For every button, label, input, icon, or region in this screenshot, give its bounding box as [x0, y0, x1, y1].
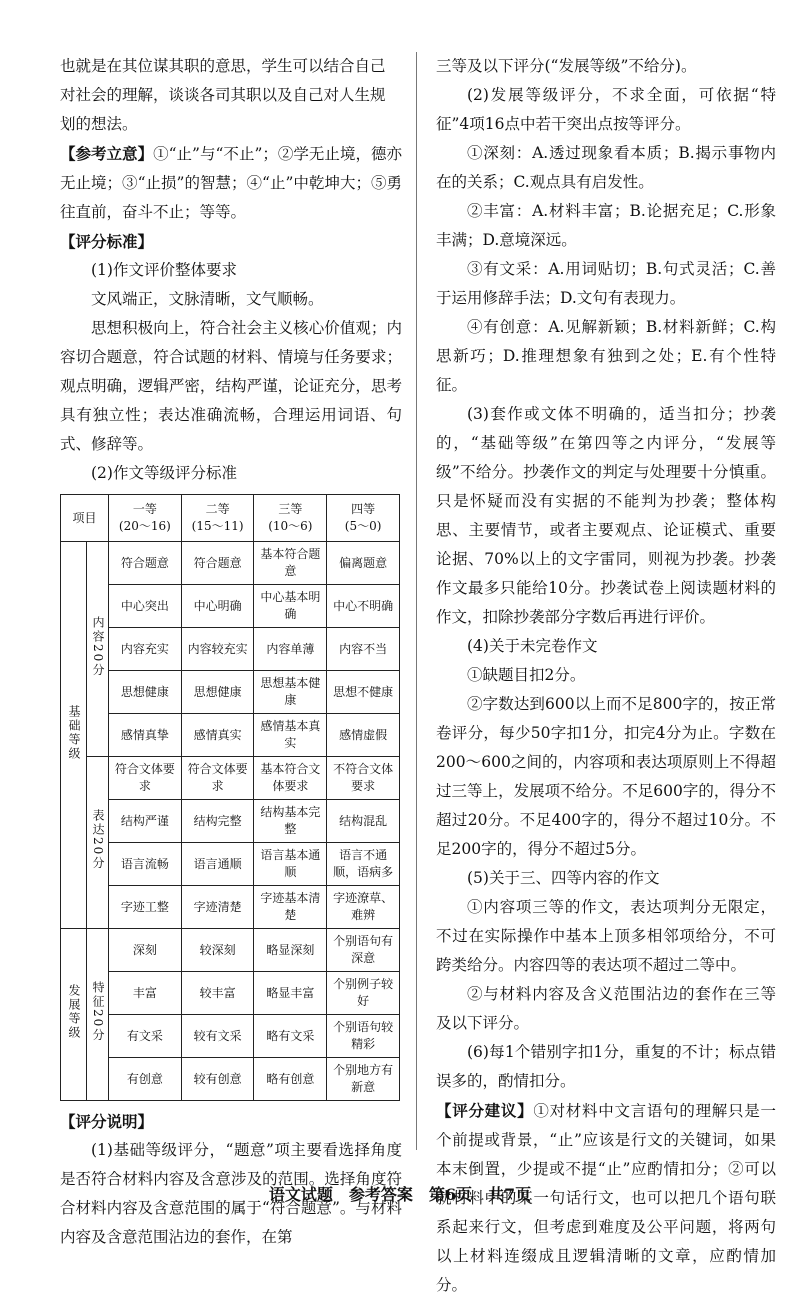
table-row	[61, 671, 400, 714]
group-label-text: 发展等级	[67, 984, 81, 1040]
intro-line: 也就是在其位谋其职的意思，学生可以结合自己	[60, 57, 386, 75]
table-row	[61, 714, 400, 757]
table-cell: 语言通顺	[181, 843, 254, 886]
header-grade-name: 二等	[205, 502, 230, 516]
table-row	[61, 800, 400, 843]
header-grade-1	[109, 495, 182, 542]
table-cell: 略有创意	[254, 1058, 327, 1101]
header-grade-range: (15～11)	[191, 519, 244, 533]
table-cell: 符合题意	[109, 542, 182, 585]
table-cell: 内容充实	[109, 628, 182, 671]
table-row	[61, 1015, 400, 1058]
table-row	[61, 1058, 400, 1101]
table-cell: 较深刻	[181, 929, 254, 972]
table-cell: 结构严谨	[109, 800, 182, 843]
intro-line: 对社会的理解，谈谈各司其职以及自己对人生规	[60, 86, 386, 104]
table-cell: 语言流畅	[109, 843, 182, 886]
table-cell: 符合文体要求	[109, 757, 182, 800]
explain-continued: 三等及以下评分(“发展等级”不给分)。	[436, 57, 697, 75]
sub-label	[87, 542, 109, 757]
explain-paragraph-3: (3)套作或文体不明确的，适当扣分；抄袭的，“基础等级”在第四等之内评分，“发展等级”不给分。抄袭作文的判定与处理要十分慎重。只是怀疑而没有实据的不能判为抄袭；整体构思、主要情节，或者主要观点、论证模式、重要论据、70%以上的文字雷同，则视为抄袭。抄袭作文最多只能给10分。抄袭试卷上阅读题材料的作文，扣除抄袭部分字数后再进行评价。	[436, 405, 776, 626]
table-cell: 偏离题意	[327, 542, 400, 585]
table-cell: 符合题意	[181, 542, 254, 585]
table-cell: 中心基本明确	[254, 585, 327, 628]
table-cell: 符合文体要求	[181, 757, 254, 800]
criteria-1-paragraph: 思想积极向上，符合社会主义核心价值观；内容切合题意，符合试题的材料、情境与任务要求；观点明确，逻辑严密，结构严谨，论证充分，思考具有独立性；表达准确流畅，合理运用词语、句式、修辞等。	[60, 319, 402, 453]
header-grade-2	[181, 495, 254, 542]
table-cell: 基本符合题意	[254, 542, 327, 585]
criteria-1-title: (1)作文评价整体要求	[91, 261, 237, 279]
table-cell: 深刻	[109, 929, 182, 972]
table-row	[61, 972, 400, 1015]
intro-line: 划的想法。	[60, 115, 138, 133]
explain-paragraph-1: (1)基础等级评分，“题意”项主要看选择角度是否符合材料内容及含意涉及的范围。选择角度符合材料内容及含意范围的属于“符合题意”。与材料内容及含意范围沾边的套作，在第	[60, 1141, 402, 1246]
header-grade-4	[327, 495, 400, 542]
table-cell: 不符合文体要求	[327, 757, 400, 800]
criteria-label: 【评分标准】	[60, 232, 154, 251]
header-grade-name: 一等	[132, 502, 157, 516]
table-cell: 中心不明确	[327, 585, 400, 628]
table-cell: 较有创意	[181, 1058, 254, 1101]
header-grade-range: (20～16)	[118, 519, 171, 533]
grade-rule-1: ①内容项三等的作文，表达项判分无限定，不过在实际操作中基本上顶多相邻项给分，不可跨类给分。内容四等的表达项不超过二等中。	[436, 898, 776, 974]
grade-rule-2: ②与材料内容及含义范围沾边的套作在三等及以下评分。	[436, 985, 776, 1032]
table-cell: 个别例子较好	[327, 972, 400, 1015]
suggestion-text: ①对材料中文言语句的理解只是一个前提或背景，“止”应该是行文的关键词，如果本末倒置，少提或不提“止”应酌情扣分；②可以就材料中的某一句话行文，也可以把几个语句联系起来行文，但考虑到难度及公平问题，将两句以上材料连缀成且逻辑清晰的文章，应酌情加分。	[436, 1102, 776, 1294]
table-cell: 思想不健康	[327, 671, 400, 714]
feature-creative: ④有创意：A.见解新颖；B.材料新鲜；C.构思新巧；D.推理想象有独到之处；E.有个性特征。	[436, 318, 776, 394]
group-label	[61, 929, 87, 1101]
criteria-1-line: 文风端正，文脉清晰，文气顺畅。	[91, 290, 324, 308]
table-row	[61, 843, 400, 886]
grading-table	[60, 494, 400, 1101]
table-row	[61, 886, 400, 929]
reference-idea-label: 【参考立意】	[60, 144, 154, 163]
table-cell: 内容较充实	[181, 628, 254, 671]
feature-literary: ③有文采：A.用词贴切；B.句式灵活；C.善于运用修辞手法；D.文句有表现力。	[436, 260, 776, 307]
table-cell: 字迹工整	[109, 886, 182, 929]
table-cell: 结构完整	[181, 800, 254, 843]
table-cell: 较有文采	[181, 1015, 254, 1058]
table-cell: 个别语句较精彩	[327, 1015, 400, 1058]
sub-label-text: 表达20分	[91, 809, 105, 871]
reference-idea	[60, 139, 402, 227]
table-row	[61, 929, 400, 972]
table-cell: 略有文采	[254, 1015, 327, 1058]
table-cell: 基本符合文体要求	[254, 757, 327, 800]
explain-paragraph-4: (4)关于未完卷作文	[467, 637, 598, 655]
header-grade-range: (10～6)	[268, 519, 313, 533]
table-cell: 略显深刻	[254, 929, 327, 972]
unfinished-rule-1: ①缺题目扣2分。	[467, 666, 586, 684]
table-cell: 感情基本真实	[254, 714, 327, 757]
table-cell: 结构混乱	[327, 800, 400, 843]
group-label-text: 基础等级	[67, 704, 81, 761]
table-cell: 有创意	[109, 1058, 182, 1101]
table-cell: 感情真挚	[109, 714, 182, 757]
table-cell: 思想基本健康	[254, 671, 327, 714]
unfinished-rule-2: ②字数达到600以上而不足800字的，按正常卷评分，每少50字扣1分，扣完4分为止。字数在200～600之间的，内容项和表达项原则上不得超过三等上，发展项不给分。不足600字的，得分不超过20分。不足400字的，得分不超过10分。不足200字的，得分不超过5分。	[436, 695, 776, 858]
table-cell: 字迹潦草、难辨	[327, 886, 400, 929]
explain-paragraph-2: (2)发展等级评分，不求全面，可依据“特征”4项16点中若干突出点按等评分。	[436, 86, 776, 133]
header-grade-name: 四等	[351, 502, 376, 516]
table-row	[61, 757, 400, 800]
table-row	[61, 542, 400, 585]
table-cell: 内容不当	[327, 628, 400, 671]
page-footer: 语文试题 参考答案 第6页 共7页	[268, 1185, 532, 1204]
table-cell: 中心明确	[181, 585, 254, 628]
grading-table-body	[61, 542, 400, 1101]
table-cell: 有文采	[109, 1015, 182, 1058]
explain-paragraph-6: (6)每1个错别字扣1分，重复的不计；标点错误多的，酌情扣分。	[436, 1043, 776, 1090]
table-row	[61, 585, 400, 628]
table-cell: 思想健康	[109, 671, 182, 714]
left-column	[60, 52, 402, 1252]
sub-label	[87, 929, 109, 1101]
table-cell: 略显丰富	[254, 972, 327, 1015]
table-cell: 个别地方有新意	[327, 1058, 400, 1101]
header-grade-name: 三等	[278, 502, 303, 516]
reference-idea-text: ①“止”与“不止”；②学无止境，德亦无止境；③“止损”的智慧；④“止”中乾坤大；⑤勇往直前，奋斗不止；等等。	[60, 145, 402, 221]
sub-label-text: 内容20分	[91, 615, 105, 678]
table-cell: 字迹清楚	[181, 886, 254, 929]
sub-label	[87, 757, 109, 929]
column-divider	[416, 52, 417, 1150]
criteria-2-title: (2)作文等级评分标准	[91, 464, 237, 482]
table-cell: 语言不通顺，语病多	[327, 843, 400, 886]
table-cell: 较丰富	[181, 972, 254, 1015]
suggestion-label: 【评分建议】	[436, 1101, 534, 1120]
table-cell: 丰富	[109, 972, 182, 1015]
header-grade-3	[254, 495, 327, 542]
right-column	[436, 52, 776, 1300]
group-label	[61, 542, 87, 929]
sub-label-text: 特征20分	[91, 981, 105, 1043]
explain-label: 【评分说明】	[60, 1112, 154, 1131]
table-cell: 感情虚假	[327, 714, 400, 757]
table-cell: 语言基本通顺	[254, 843, 327, 886]
table-cell: 中心突出	[109, 585, 182, 628]
table-corner: 项目	[61, 495, 109, 542]
table-cell: 内容单薄	[254, 628, 327, 671]
feature-deep: ①深刻：A.透过现象看本质；B.揭示事物内在的关系；C.观点具有启发性。	[436, 144, 776, 191]
table-cell: 结构基本完整	[254, 800, 327, 843]
feature-rich: ②丰富：A.材料丰富；B.论据充足；C.形象丰满；D.意境深远。	[436, 202, 776, 249]
table-cell: 个别语句有深意	[327, 929, 400, 972]
table-row	[61, 628, 400, 671]
header-grade-range: (5～0)	[344, 519, 382, 533]
table-cell: 感情真实	[181, 714, 254, 757]
table-cell: 思想健康	[181, 671, 254, 714]
table-cell: 字迹基本清楚	[254, 886, 327, 929]
explain-paragraph-5: (5)关于三、四等内容的作文	[467, 869, 660, 887]
